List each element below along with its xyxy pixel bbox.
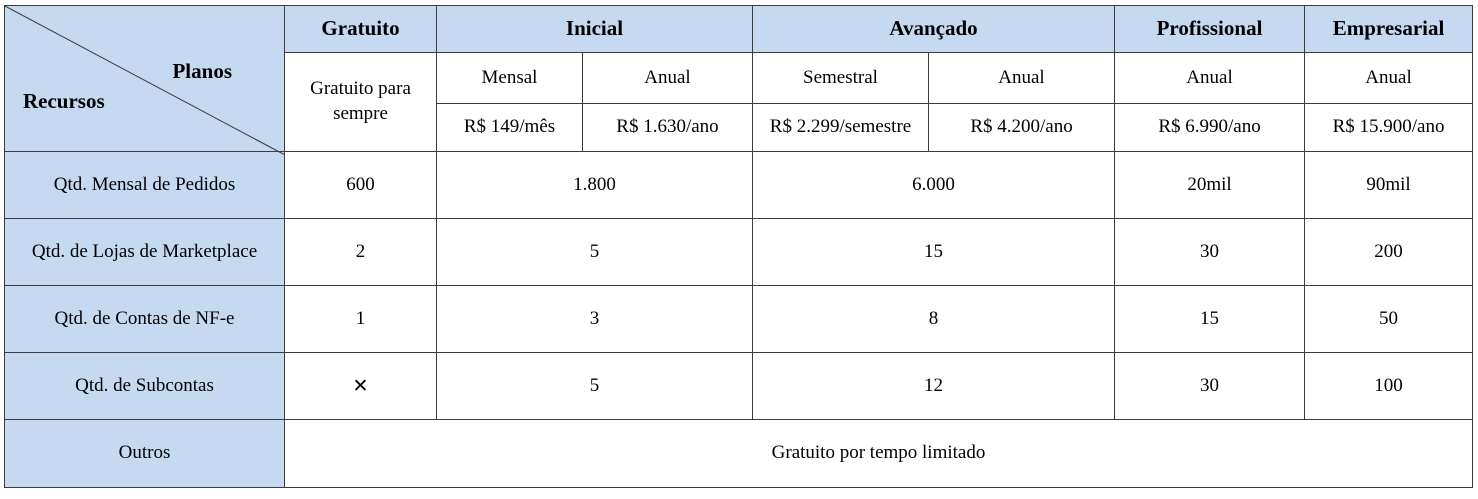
period-inicial-anual: Anual (583, 53, 753, 104)
row-label: Outros (5, 420, 285, 488)
period-avancado-anual: Anual (929, 53, 1115, 104)
plan-header-empresarial: Empresarial (1305, 6, 1473, 53)
cell-profissional: 20mil (1115, 152, 1305, 219)
pricing-table (4, 5, 1473, 488)
period-profissional-anual: Anual (1115, 53, 1305, 104)
price-inicial-anual: R$ 1.630/ano (583, 104, 753, 152)
cell-avancado: 15 (753, 219, 1115, 286)
row-label: Qtd. de Lojas de Marketplace (5, 219, 285, 286)
cell-empresarial: 200 (1305, 219, 1473, 286)
plan-header-inicial: Inicial (437, 6, 753, 53)
table-row (5, 152, 1473, 219)
diagonal-corner-cell (5, 6, 285, 152)
cell-empresarial: 50 (1305, 286, 1473, 353)
others-row (5, 420, 1473, 488)
cell-inicial: 5 (437, 353, 753, 420)
cell-avancado: 6.000 (753, 152, 1115, 219)
row-label: Qtd. Mensal de Pedidos (5, 152, 285, 219)
cell-inicial: 3 (437, 286, 753, 353)
gratuito-note: Gratuito para sempre (285, 53, 437, 152)
cell-avancado: 12 (753, 353, 1115, 420)
row-label: Qtd. de Subcontas (5, 353, 285, 420)
table-row (5, 353, 1473, 420)
cell-avancado: 8 (753, 286, 1115, 353)
row-label: Qtd. de Contas de NF-e (5, 286, 285, 353)
cell-empresarial: 90mil (1305, 152, 1473, 219)
cross-icon: ✕ (285, 353, 437, 420)
cell-inicial: 5 (437, 219, 753, 286)
diagonal-line (5, 6, 285, 155)
price-avancado-semestral: R$ 2.299/semestre (753, 104, 929, 152)
plan-header-profissional: Profissional (1115, 6, 1305, 53)
cell-profissional: 15 (1115, 286, 1305, 353)
plan-header-avancado: Avançado (753, 6, 1115, 53)
cell-gratuito: 1 (285, 286, 437, 353)
others-value: Gratuito por tempo limitado (285, 420, 1473, 488)
resources-axis-label: Recursos (23, 89, 105, 113)
table-row (5, 286, 1473, 353)
period-empresarial-anual: Anual (1305, 53, 1473, 104)
cell-inicial: 1.800 (437, 152, 753, 219)
cell-gratuito: 2 (285, 219, 437, 286)
price-empresarial-anual: R$ 15.900/ano (1305, 104, 1473, 152)
cell-gratuito: 600 (285, 152, 437, 219)
pricing-table-container (4, 5, 1473, 488)
plans-axis-label: Planos (172, 59, 232, 83)
period-inicial-mensal: Mensal (437, 53, 583, 104)
table-row (5, 219, 1473, 286)
cell-empresarial: 100 (1305, 353, 1473, 420)
period-avancado-semestral: Semestral (753, 53, 929, 104)
cell-profissional: 30 (1115, 219, 1305, 286)
price-avancado-anual: R$ 4.200/ano (929, 104, 1115, 152)
plans-header-row (5, 6, 1473, 53)
price-inicial-mensal: R$ 149/mês (437, 104, 583, 152)
cell-profissional: 30 (1115, 353, 1305, 420)
price-profissional-anual: R$ 6.990/ano (1115, 104, 1305, 152)
plan-header-gratuito: Gratuito (285, 6, 437, 53)
